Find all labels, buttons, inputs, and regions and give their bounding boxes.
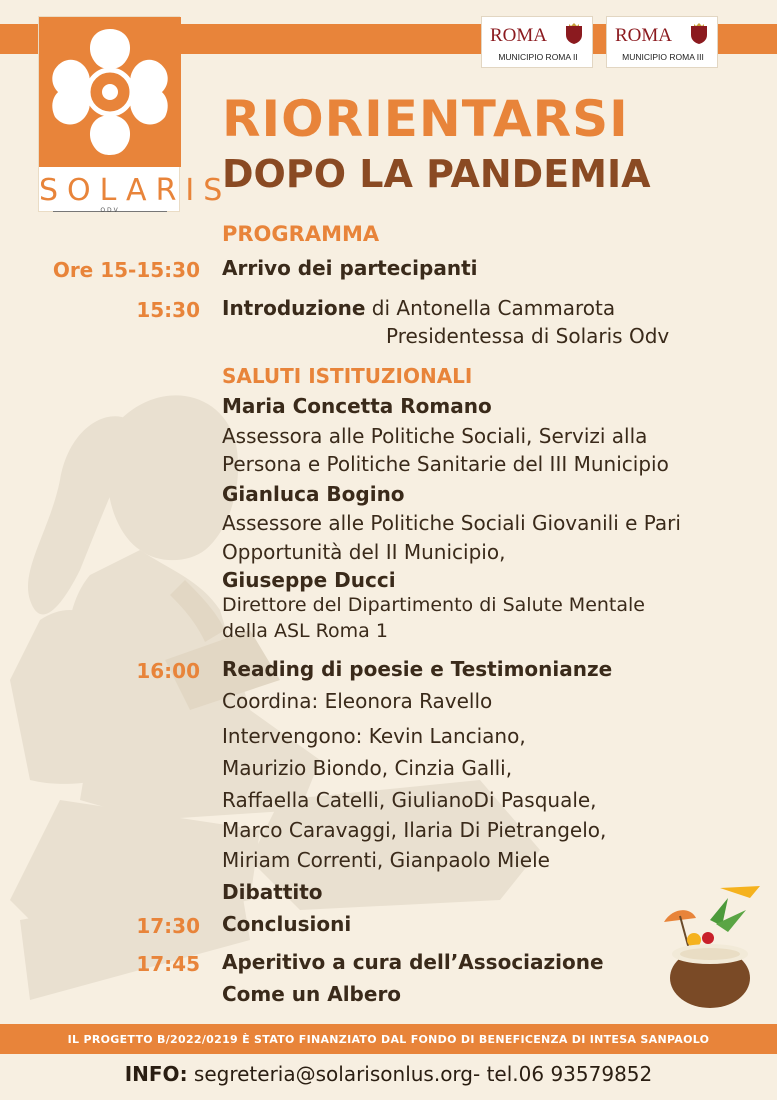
reading-label: Reading di poesie e Testimonianze [222,657,613,681]
aperitivo-host: Come un Albero [222,982,402,1006]
speaker-role: Direttore del Dipartimento di Salute Mentale [222,594,645,616]
main-subtitle: DOPO LA PANDEMIA [222,152,651,196]
reading-speakers-line: Raffaella Catelli, GiulianoDi Pasquale, [222,788,597,812]
aperitivo-label: Aperitivo a cura dell’Associazione [222,950,604,974]
roma-city-label: ROMA [490,25,548,46]
info-email[interactable]: segreteria@solarisonlus.org [187,1062,474,1086]
info-phone[interactable]: - tel.06 93579852 [473,1062,653,1086]
contact-info [0,1062,777,1086]
reading-speakers-line: Marco Caravaggi, Ilaria Di Pietrangelo, [222,818,607,842]
speaker-role: Persona e Politiche Sanitarie del III Municipio [222,452,669,476]
greetings-heading: SALUTI ISTITUZIONALI [222,364,473,388]
funding-banner [0,1024,777,1054]
reading-speakers-line: Maurizio Biondo, Cinzia Galli, [222,756,513,780]
conclusions-label: Conclusioni [222,912,352,936]
aperitivo-time: 17:45 [136,952,200,976]
arrival-label: Arrivo dei partecipanti [222,256,478,280]
speaker-name: Maria Concetta Romano [222,394,492,418]
debate-label: Dibattito [222,880,323,904]
municipality-label: MUNICIPIO ROMA III [622,52,704,62]
logo-subtitle: ODV [100,207,120,214]
roma-city-label: ROMA [615,25,673,46]
speaker-role: Assessore alle Politiche Sociali Giovanili e Pari [222,511,681,535]
speaker-role: Opportunità del II Municipio, [222,540,506,564]
reading-speakers-line: Intervengono: Kevin Lanciano, [222,724,526,748]
intro-label: Introduzione [222,296,366,320]
program-heading: PROGRAMMA [222,222,380,246]
municipality-label: MUNICIPIO ROMA II [498,52,578,62]
speaker-name: Gianluca Bogino [222,482,405,506]
intro-role: Presidentessa di Solaris Odv [386,324,670,348]
intro-time: 15:30 [136,298,200,322]
conclusions-time: 17:30 [136,914,200,938]
reading-speakers-line: Miriam Correnti, Gianpaolo Miele [222,848,550,872]
speaker-role: della ASL Roma 1 [222,620,388,642]
speaker-role: Assessora alle Politiche Sociali, Servizi alla [222,424,648,448]
intro-speaker: di Antonella Cammarota [365,296,616,320]
coconut-cocktail-icon [650,880,770,1010]
speaker-name: Giuseppe Ducci [222,568,396,592]
main-title: RIORIENTARSI [222,90,629,148]
intro-line [222,296,615,320]
arrival-time: Ore 15-15:30 [52,258,200,282]
reading-coordinator: Coordina: Eleonora Ravello [222,689,493,713]
funding-text: IL PROGETTO B/2022/0219 È STATO FINANZIATO DAL FONDO DI BENEFICENZA DI INTESA SANPAOLO [67,1032,710,1046]
reading-time: 16:00 [136,659,200,683]
logo-name: SOLARIS [39,173,232,208]
info-label: INFO: [124,1062,188,1086]
